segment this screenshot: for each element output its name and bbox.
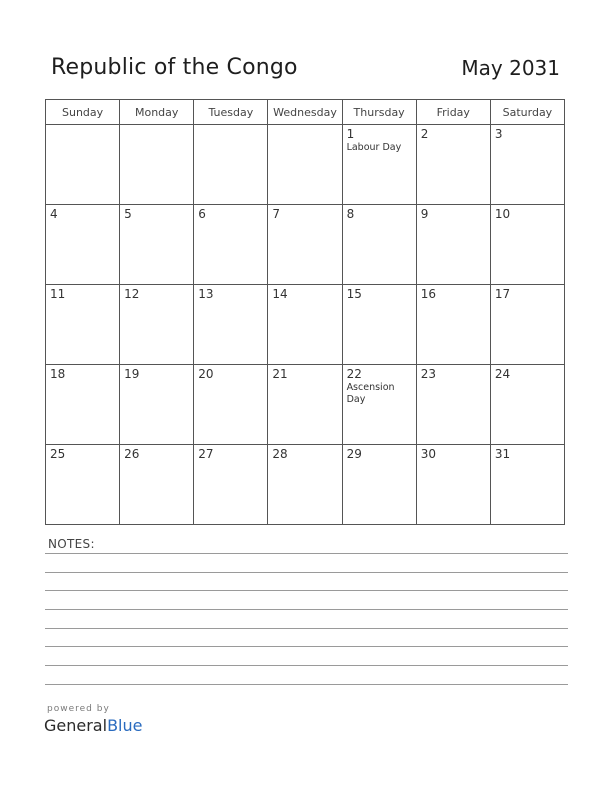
day-number: 8 (346, 207, 355, 221)
weekday-header: Sunday (46, 100, 120, 125)
day-number: 6 (198, 207, 206, 221)
holiday-label: Labour Day (346, 142, 402, 153)
calendar-empty-cell (194, 125, 268, 205)
calendar-day-cell (268, 285, 342, 365)
day-number: 2 (420, 127, 429, 141)
day-number: 17 (494, 287, 511, 301)
calendar-day-cell (120, 445, 194, 525)
calendar-week-row (46, 125, 565, 205)
weekday-header: Tuesday (194, 100, 268, 125)
day-number: 31 (494, 447, 511, 461)
calendar-day-cell (194, 365, 268, 445)
calendar-day-cell (120, 205, 194, 285)
calendar-day-cell (416, 125, 490, 205)
calendar-week-row (46, 365, 565, 445)
month-calendar-grid (45, 99, 565, 525)
calendar-day-cell (342, 445, 416, 525)
calendar-day-cell (490, 445, 564, 525)
day-number: 18 (50, 367, 66, 381)
day-number: 11 (50, 287, 66, 301)
calendar-day-cell (342, 285, 416, 365)
calendar-day-cell (490, 205, 564, 285)
day-number: 10 (494, 207, 511, 221)
day-number: 13 (198, 287, 214, 301)
calendar-day-cell (342, 125, 416, 205)
calendar-day-cell (194, 285, 268, 365)
calendar-day-cell (46, 365, 120, 445)
calendar-month-year: May 2031 (461, 56, 560, 80)
day-number: 9 (420, 207, 429, 221)
weekday-header: Friday (416, 100, 490, 125)
weekday-header: Monday (120, 100, 194, 125)
calendar-week-row (46, 205, 565, 285)
day-number: 30 (420, 447, 436, 461)
day-number: 23 (420, 367, 436, 381)
note-line (45, 572, 568, 573)
day-number: 5 (124, 207, 132, 221)
calendar-day-cell (46, 445, 120, 525)
calendar-empty-cell (46, 125, 120, 205)
day-number: 21 (272, 367, 288, 381)
calendar-day-cell (46, 205, 120, 285)
note-line (45, 684, 568, 685)
calendar-day-cell (268, 445, 342, 525)
calendar-day-cell (416, 285, 490, 365)
powered-by-text: powered by (47, 704, 110, 714)
calendar-day-cell (490, 285, 564, 365)
calendar-empty-cell (268, 125, 342, 205)
calendar-country-title: Republic of the Congo (51, 55, 298, 80)
note-line (45, 553, 568, 554)
day-number: 14 (272, 287, 288, 301)
calendar-day-cell (342, 205, 416, 285)
calendar-day-cell (120, 285, 194, 365)
note-line (45, 590, 568, 591)
calendar-day-cell (342, 365, 416, 445)
day-number: 4 (50, 207, 58, 221)
day-number: 29 (346, 447, 362, 461)
calendar-empty-cell (120, 125, 194, 205)
day-number: 24 (494, 367, 511, 381)
note-line (45, 665, 568, 666)
day-number: 19 (124, 367, 140, 381)
calendar-day-cell (46, 285, 120, 365)
weekday-header: Thursday (342, 100, 416, 125)
holiday-label: Ascension Day (346, 382, 395, 405)
calendar-day-cell (194, 445, 268, 525)
day-number: 27 (198, 447, 214, 461)
note-line (45, 609, 568, 610)
day-number: 1 (346, 127, 355, 141)
calendar-day-cell (416, 205, 490, 285)
day-number: 15 (346, 287, 362, 301)
calendar-day-cell (490, 365, 564, 445)
calendar-day-cell (268, 365, 342, 445)
weekday-header-row (46, 100, 565, 125)
day-number: 7 (272, 207, 281, 221)
notes-label: NOTES: (48, 537, 95, 551)
generalblue-logo[interactable] (44, 716, 142, 735)
day-number: 20 (198, 367, 214, 381)
note-line (45, 646, 568, 647)
weekday-header: Saturday (490, 100, 564, 125)
calendar-week-row (46, 445, 565, 525)
weekday-header: Wednesday (268, 100, 342, 125)
calendar-day-cell (490, 125, 564, 205)
brand-blue: Blue (107, 716, 143, 735)
calendar-day-cell (120, 365, 194, 445)
calendar-week-row (46, 285, 565, 365)
day-number: 3 (494, 127, 503, 141)
day-number: 22 (346, 367, 362, 381)
brand-general: General (44, 716, 108, 735)
calendar-day-cell (194, 205, 268, 285)
day-number: 25 (50, 447, 66, 461)
day-number: 16 (420, 287, 436, 301)
calendar-day-cell (416, 365, 490, 445)
day-number: 12 (124, 287, 140, 301)
day-number: 28 (272, 447, 288, 461)
calendar-day-cell (268, 205, 342, 285)
calendar-day-cell (416, 445, 490, 525)
note-line (45, 628, 568, 629)
day-number: 26 (124, 447, 140, 461)
